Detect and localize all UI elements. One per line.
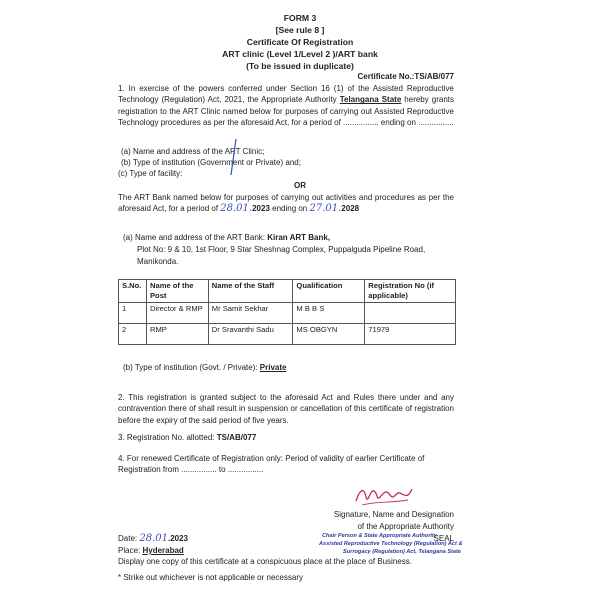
registration-number: TS/AB/077 <box>216 433 257 442</box>
issue-date-handwritten: 28.01 <box>139 533 168 544</box>
table-cell: MS OBGYN <box>293 324 365 345</box>
col-header-staff: Name of the Staff <box>208 280 293 303</box>
paragraph-4: 4. For renewed Certificate of Registration only: Period of validity of earlier Certificate of Registration from ................ to ................ <box>118 454 425 475</box>
paragraph-1 <box>118 83 454 129</box>
paragraph-1-rest: hereby grants registration to the ART Clinic named below for purposes of carrying out Assisted Reproductive Technology procedures as per the aforesaid Act, for a period of ................ ending on ................ <box>118 95 455 128</box>
ending-on-text: ending on <box>269 204 310 214</box>
table-cell: RMP <box>146 324 208 345</box>
strike-out-mark <box>228 137 240 177</box>
certificate-number: Certificate No.:TS/AB/077 <box>357 72 454 81</box>
seal-label: SEAL <box>433 534 454 543</box>
institution-type-line <box>123 362 286 373</box>
institution-type-label: (b) Type of institution (Govt. / Private): <box>123 363 260 372</box>
institution-type-value: Private <box>259 363 287 372</box>
or-separator: OR <box>294 181 306 190</box>
bank-period-text: The ART Bank named below for purposes of carrying out activities and procedures as per the aforesaid Act, for a period of <box>118 193 454 214</box>
registration-number-label: 3. Registration No. allotted: <box>118 433 217 442</box>
paragraph-3 <box>118 432 256 443</box>
table-row <box>119 303 456 324</box>
authority-stamp-line-1: Chair Person & State Appropriate Authority <box>322 533 437 539</box>
rule-reference: [See rule 8 ] <box>275 25 325 35</box>
bank-name-label: (a) Name and address of the ART Bank: <box>123 233 268 242</box>
issue-date-label: Date: <box>118 534 140 543</box>
start-year: 2023 <box>252 204 270 214</box>
state-name: Telangana State <box>339 95 402 105</box>
table-cell: Director & RMP <box>146 303 208 324</box>
signature-scribble <box>352 483 414 509</box>
table-cell <box>365 303 456 324</box>
col-header-post: Name of the Post <box>146 280 208 303</box>
end-date-handwritten: 27.01. <box>309 203 342 215</box>
bank-address-line-2: Manikonda. <box>137 257 179 266</box>
clinic-item-c: (c) Type of facility: <box>118 169 183 178</box>
place-value: Hyderabad <box>142 546 184 555</box>
staff-table <box>118 279 456 345</box>
col-header-registration: Registration No (if applicable) <box>365 280 456 303</box>
place-line <box>118 545 184 556</box>
signature-title-line-2: of the Appropriate Authority <box>357 522 454 531</box>
staff-table-header <box>119 280 456 303</box>
bank-address-line-1: Plot No: 9 & 10, 1st Floor, 9 Star Sheshnag Complex, Puppalguda Pipeline Road, <box>137 245 426 254</box>
display-instruction: Display one copy of this certificate at a conspicuous place at the place of Business. <box>118 557 412 566</box>
duplicate-note: (To be issued in duplicate) <box>246 61 354 71</box>
issue-date-line <box>118 533 188 544</box>
form-number: FORM 3 <box>283 13 317 23</box>
paragraph-1-intro: 1. In exercise of the powers conferred under Section 16 (1) of the Assisted Reproductive Technology (Regulation) Act, 2021, the Appropriate Authority <box>118 84 454 105</box>
table-cell: 1 <box>119 303 147 324</box>
authority-stamp-line-2: Assisted Reproductive Technology (Regulation) Act & <box>319 541 463 547</box>
signature-title-line-1: Signature, Name and Designation <box>333 510 454 519</box>
bank-period-paragraph <box>118 192 454 215</box>
table-cell: Mr Samit Sekhar <box>208 303 293 324</box>
bank-name-line <box>123 232 330 243</box>
table-cell: 71979 <box>365 324 456 345</box>
clinic-item-a: (a) Name and address of the ART Clinic; <box>121 147 265 156</box>
paragraph-2: 2. This registration is granted subject to the aforesaid Act and Rules there under and any contravention there of shall result in suspension or cancellation of this certificate of registration before the expiry of the said period of five years. <box>118 393 454 425</box>
end-year: 2028 <box>341 204 360 214</box>
start-date-handwritten: 28.01. <box>220 203 253 215</box>
certificate-title: Certificate Of Registration <box>246 37 354 47</box>
certificate-subtitle: ART clinic (Level 1/Level 2 )/ART bank <box>222 49 378 59</box>
table-cell: M B B S <box>293 303 365 324</box>
col-header-sno: S.No. <box>119 280 147 303</box>
table-cell: Dr Sravanthi Sadu <box>208 324 293 345</box>
authority-stamp-line-3: Surrogacy (Regulation) Act, Telangana State <box>343 549 462 555</box>
place-label: Place: <box>118 546 143 555</box>
col-header-qualification: Qualification <box>293 280 365 303</box>
bank-name: Kiran ART Bank, <box>267 233 331 242</box>
table-cell: 2 <box>119 324 147 345</box>
clinic-item-b: (b) Type of institution (Government or Private) and; <box>121 158 301 167</box>
table-row <box>119 324 456 345</box>
strike-out-note: * Strike out whichever is not applicable or necessary <box>118 573 303 582</box>
issue-date-year: .2023 <box>167 534 189 543</box>
